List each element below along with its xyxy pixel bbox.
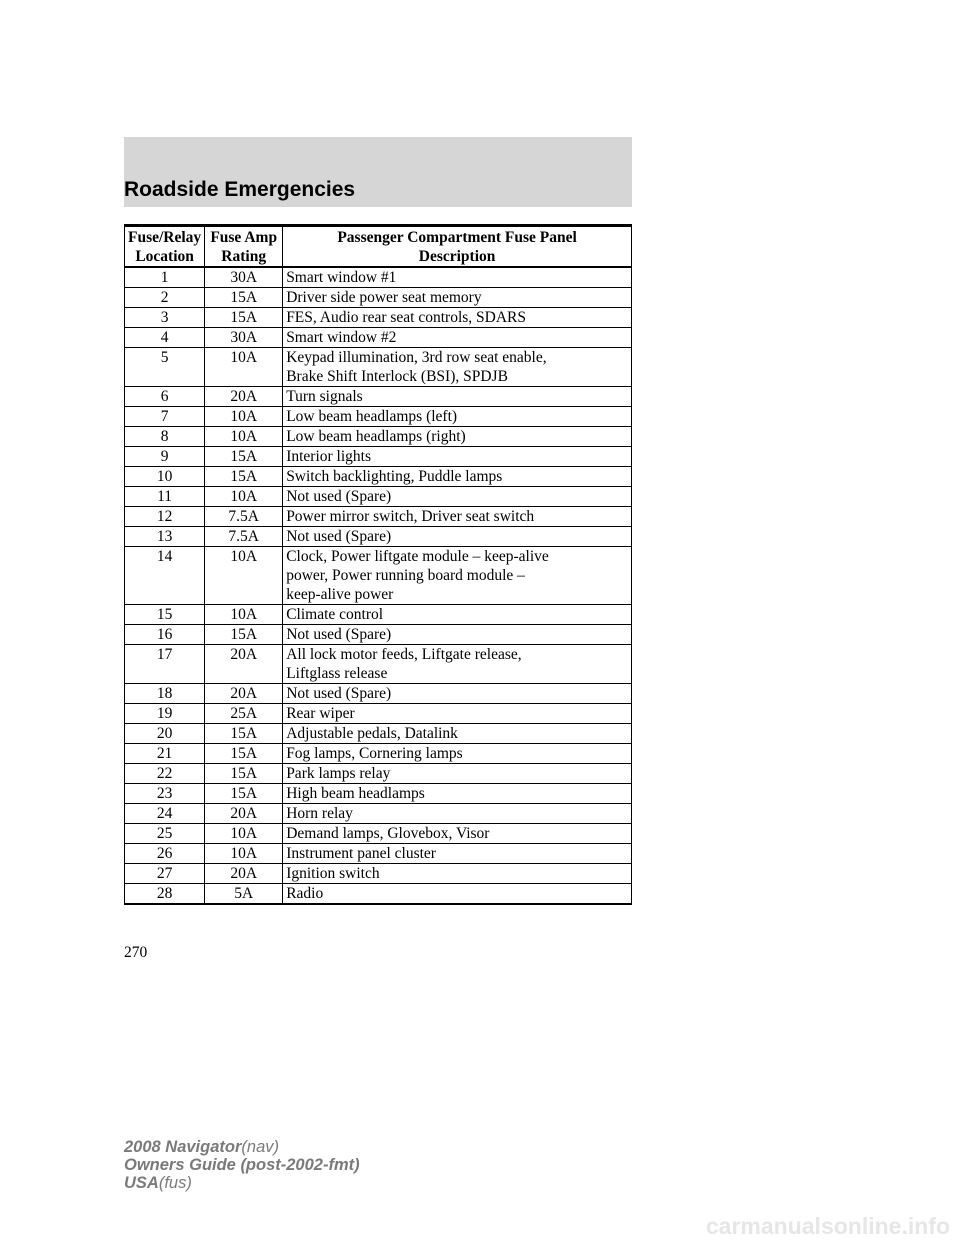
description-line: Brake Shift Interlock (BSI), SPDJB [286, 368, 508, 385]
cell-description [283, 704, 632, 724]
description-line: Climate control [286, 606, 384, 623]
cell-description [283, 605, 632, 625]
cell-location: 16 [125, 625, 205, 645]
table-row [125, 864, 632, 884]
table-row [125, 764, 632, 784]
cell-location: 10 [125, 467, 205, 487]
cell-amp-rating: 15A [205, 467, 283, 487]
cell-location: 17 [125, 645, 205, 684]
table-row [125, 684, 632, 704]
cell-description [283, 804, 632, 824]
cell-location: 21 [125, 744, 205, 764]
description-line: Park lamps relay [286, 765, 391, 782]
cell-location: 13 [125, 527, 205, 547]
cell-amp-rating: 7.5A [205, 527, 283, 547]
table-row [125, 784, 632, 804]
footer-line-market: USA(fus) [124, 1174, 192, 1192]
cell-description [283, 784, 632, 804]
table-row [125, 804, 632, 824]
cell-description [283, 387, 632, 407]
cell-location: 14 [125, 547, 205, 605]
table-row [125, 884, 632, 905]
cell-amp-rating: 25A [205, 704, 283, 724]
cell-description [283, 844, 632, 864]
cell-description [283, 288, 632, 308]
cell-location: 5 [125, 348, 205, 387]
cell-location: 18 [125, 684, 205, 704]
fuse-table-body [125, 267, 632, 904]
page-number: 270 [124, 944, 148, 961]
description-line: Not used (Spare) [286, 685, 392, 702]
cell-location: 12 [125, 507, 205, 527]
description-line: Clock, Power liftgate module – keep-alive [286, 548, 549, 565]
table-row [125, 467, 632, 487]
description-line: Liftglass release [286, 665, 388, 682]
table-row [125, 527, 632, 547]
description-line: Adjustable pedals, Datalink [286, 725, 458, 742]
cell-description [283, 547, 632, 605]
cell-description [283, 744, 632, 764]
table-row [125, 348, 632, 387]
cell-description [283, 884, 632, 905]
description-line: Instrument panel cluster [286, 845, 436, 862]
description-line: Smart window #2 [286, 329, 397, 346]
cell-location: 3 [125, 308, 205, 328]
table-row [125, 328, 632, 348]
description-line: Keypad illumination, 3rd row seat enable, [286, 349, 547, 366]
cell-location: 26 [125, 844, 205, 864]
cell-amp-rating: 15A [205, 625, 283, 645]
cell-location: 6 [125, 387, 205, 407]
cell-description [283, 864, 632, 884]
cell-description [283, 724, 632, 744]
cell-location: 25 [125, 824, 205, 844]
description-line: Low beam headlamps (left) [286, 408, 458, 425]
cell-amp-rating: 15A [205, 724, 283, 744]
cell-amp-rating: 15A [205, 744, 283, 764]
cell-amp-rating: 10A [205, 824, 283, 844]
cell-location: 9 [125, 447, 205, 467]
table-row [125, 267, 632, 288]
description-line: Power mirror switch, Driver seat switch [286, 508, 535, 525]
column-header-location: Fuse/Relay Location [125, 226, 205, 268]
cell-description [283, 487, 632, 507]
footer-line-guide: Owners Guide (post-2002-fmt) [124, 1156, 360, 1174]
table-row [125, 744, 632, 764]
cell-amp-rating: 15A [205, 288, 283, 308]
cell-amp-rating: 5A [205, 884, 283, 905]
description-line: Not used (Spare) [286, 528, 392, 545]
cell-description [283, 328, 632, 348]
footer-line-model: 2008 Navigator(nav) [124, 1138, 279, 1156]
cell-amp-rating: 10A [205, 427, 283, 447]
cell-amp-rating: 30A [205, 328, 283, 348]
description-line: Horn relay [286, 805, 353, 822]
description-line: Fog lamps, Cornering lamps [286, 745, 463, 762]
description-line: Not used (Spare) [286, 488, 392, 505]
cell-amp-rating: 10A [205, 605, 283, 625]
description-line: Turn signals [286, 388, 363, 405]
cell-amp-rating: 10A [205, 844, 283, 864]
table-row [125, 288, 632, 308]
cell-description [283, 645, 632, 684]
description-line: FES, Audio rear seat controls, SDARS [286, 309, 526, 326]
table-row [125, 507, 632, 527]
table-row [125, 605, 632, 625]
description-line: Driver side power seat memory [286, 289, 482, 306]
cell-amp-rating: 20A [205, 645, 283, 684]
cell-amp-rating: 10A [205, 407, 283, 427]
cell-description [283, 507, 632, 527]
table-row [125, 547, 632, 605]
cell-location: 20 [125, 724, 205, 744]
cell-description [283, 308, 632, 328]
cell-amp-rating: 15A [205, 764, 283, 784]
cell-location: 23 [125, 784, 205, 804]
cell-description [283, 684, 632, 704]
table-row [125, 724, 632, 744]
table-row [125, 447, 632, 467]
description-line: Not used (Spare) [286, 626, 392, 643]
cell-amp-rating: 15A [205, 784, 283, 804]
table-row [125, 487, 632, 507]
description-line: Ignition switch [286, 865, 380, 882]
cell-amp-rating: 30A [205, 267, 283, 288]
cell-location: 7 [125, 407, 205, 427]
cell-location: 15 [125, 605, 205, 625]
cell-location: 2 [125, 288, 205, 308]
description-line: All lock motor feeds, Liftgate release, [286, 646, 522, 663]
table-row [125, 844, 632, 864]
cell-description [283, 348, 632, 387]
description-line: Interior lights [286, 448, 371, 465]
table-header-row [125, 226, 632, 268]
table-row [125, 645, 632, 684]
cell-location: 27 [125, 864, 205, 884]
description-line: Radio [286, 885, 324, 902]
table-row [125, 427, 632, 447]
cell-description [283, 764, 632, 784]
cell-location: 11 [125, 487, 205, 507]
cell-amp-rating: 20A [205, 684, 283, 704]
description-line: keep-alive power [286, 586, 394, 603]
fuse-table [124, 224, 632, 905]
cell-location: 8 [125, 427, 205, 447]
table-row [125, 625, 632, 645]
cell-amp-rating: 10A [205, 487, 283, 507]
section-title: Roadside Emergencies [124, 178, 356, 201]
cell-amp-rating: 10A [205, 348, 283, 387]
cell-description [283, 427, 632, 447]
cell-amp-rating: 7.5A [205, 507, 283, 527]
description-line: Low beam headlamps (right) [286, 428, 466, 445]
column-header-amp-rating: Fuse Amp Rating [205, 226, 283, 268]
table-row [125, 824, 632, 844]
cell-amp-rating: 15A [205, 447, 283, 467]
description-line: Rear wiper [286, 705, 355, 722]
cell-location: 22 [125, 764, 205, 784]
description-line: Switch backlighting, Puddle lamps [286, 468, 503, 485]
column-header-description: Passenger Compartment Fuse Panel Description [283, 226, 632, 268]
cell-location: 28 [125, 884, 205, 905]
cell-amp-rating: 20A [205, 387, 283, 407]
cell-description [283, 824, 632, 844]
cell-amp-rating: 15A [205, 308, 283, 328]
description-line: Smart window #1 [286, 269, 397, 286]
table-row [125, 387, 632, 407]
table-row [125, 407, 632, 427]
watermark: carmanualsonline.info [705, 1213, 950, 1239]
cell-description [283, 407, 632, 427]
cell-amp-rating: 10A [205, 547, 283, 605]
table-row [125, 308, 632, 328]
cell-location: 24 [125, 804, 205, 824]
cell-description [283, 527, 632, 547]
cell-description [283, 267, 632, 288]
table-row [125, 704, 632, 724]
cell-location: 19 [125, 704, 205, 724]
description-line: High beam headlamps [286, 785, 425, 802]
cell-amp-rating: 20A [205, 804, 283, 824]
cell-location: 4 [125, 328, 205, 348]
cell-description [283, 467, 632, 487]
cell-description [283, 447, 632, 467]
cell-description [283, 625, 632, 645]
description-line: Demand lamps, Glovebox, Visor [286, 825, 490, 842]
description-line: power, Power running board module – [286, 567, 525, 584]
cell-amp-rating: 20A [205, 864, 283, 884]
document-footer [124, 1138, 360, 1192]
cell-location: 1 [125, 267, 205, 288]
